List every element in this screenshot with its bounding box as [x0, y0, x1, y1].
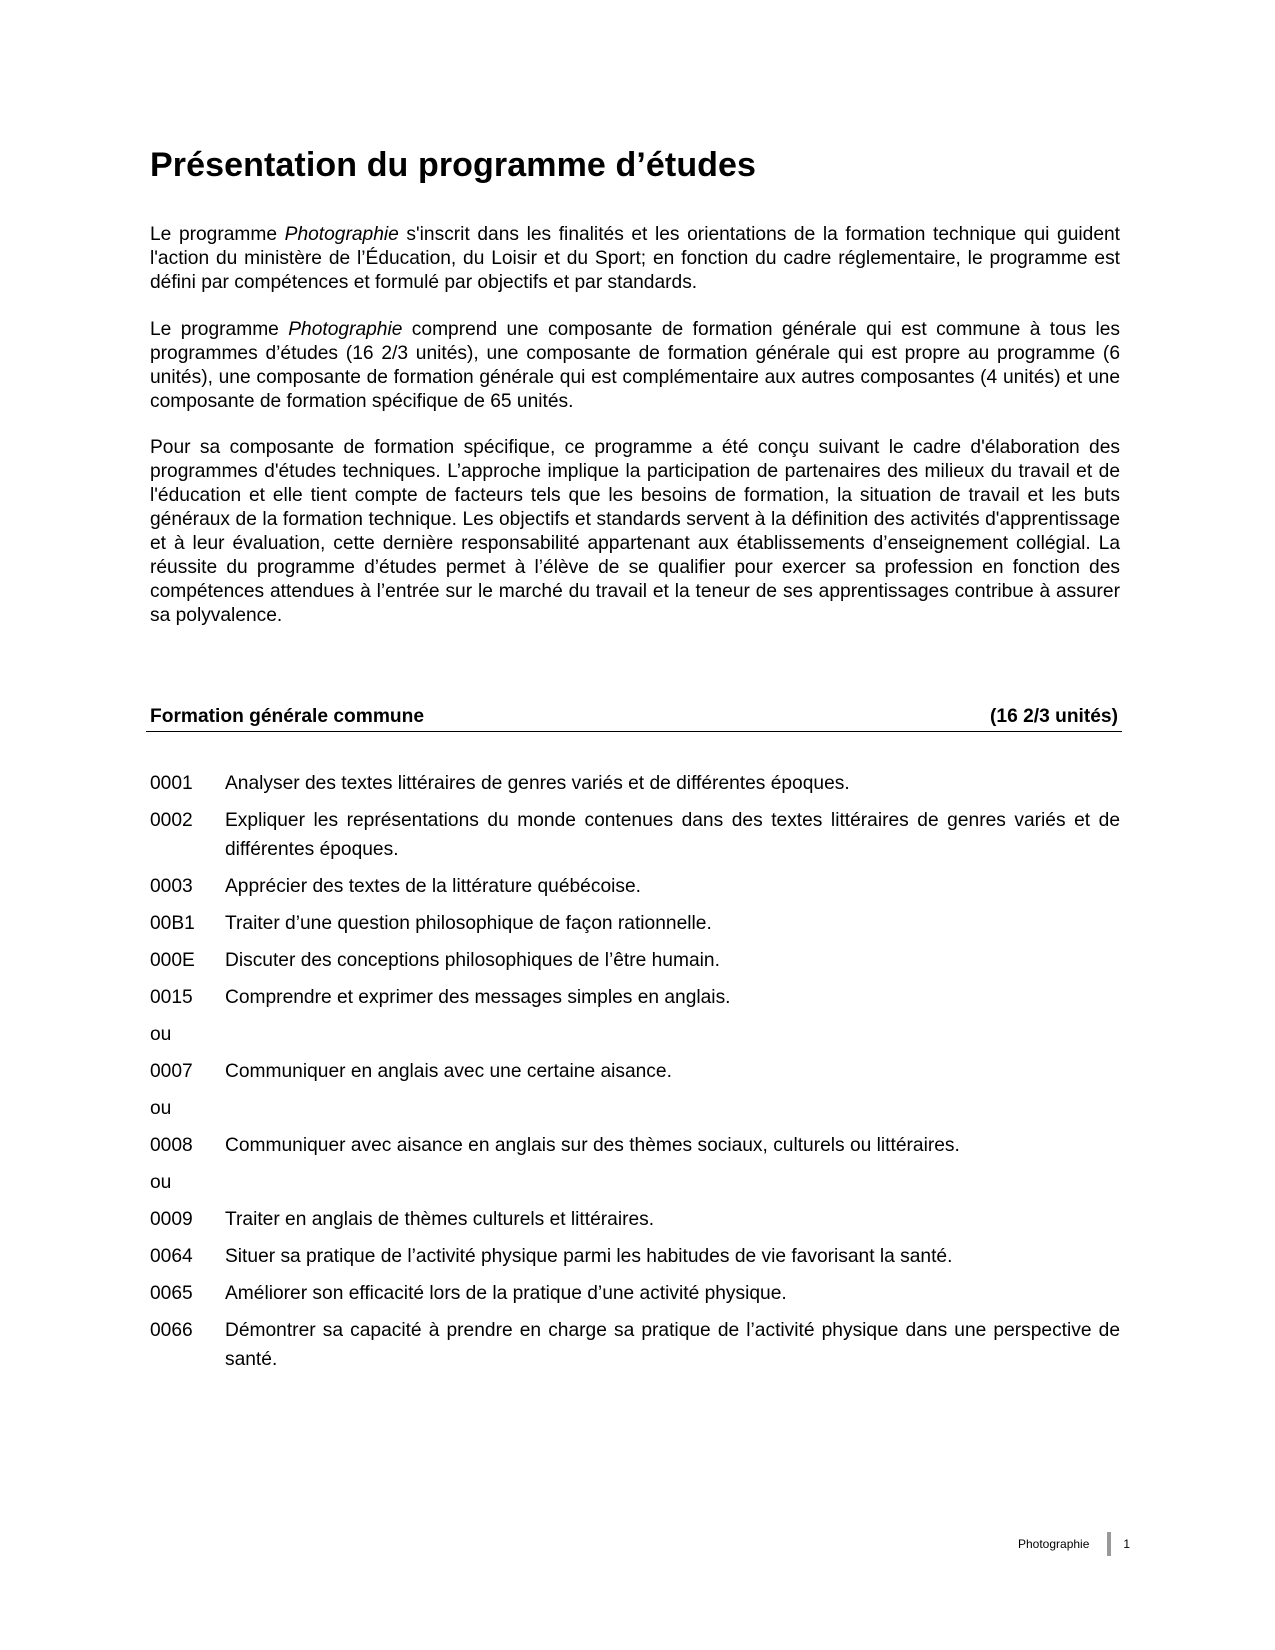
competency-statement: Expliquer les représentations du monde contenues dans des textes littéraires de genres variés et de différentes époques.: [225, 810, 1120, 860]
paragraph-text: Pour sa composante de formation spécifique, ce programme a été conçu suivant le cadre d'élaboration des programmes d'études techniques. L’approche implique la participation de partenaires des milieux du travail et de l'éducation et elle tient compte de facteurs tels que les besoins de formation, la situation de travail et les buts généraux de la formation technique. Les objectifs et standards servent à la définition des activités d'apprentissage et à leur évaluation, cette dernière responsabilité appartenant aux établissements d’enseignement collégial. La réussite du programme d’études permet à l’élève de se qualifier pour exercer sa profession en fonction des compétences attendues à l’entrée sur le marché du travail et la teneur de ses apprentissages contribue à assurer sa polyvalence.: [150, 437, 1120, 626]
section-units: (16 2/3 unités): [990, 706, 1118, 727]
competency-row: [150, 983, 1120, 1012]
intro-paragraph-3: [150, 436, 1120, 628]
paragraph-text: Le programme: [150, 224, 285, 245]
competency-row: [150, 1279, 1120, 1308]
page-title: Présentation du programme d’études: [150, 146, 757, 184]
competency-statement: [225, 1094, 1120, 1123]
competency-statement: Démontrer sa capacité à prendre en charge sa pratique de l’activité physique dans une perspective de santé.: [225, 1320, 1120, 1370]
competency-code: 0001: [150, 773, 193, 794]
competency-statement: Traiter en anglais de thèmes culturels et littéraires.: [225, 1209, 655, 1230]
competency-code: 0015: [150, 987, 193, 1008]
competency-row: [150, 806, 1120, 864]
or-label: ou: [150, 1098, 172, 1119]
competency-statement: Discuter des conceptions philosophiques de l’être humain.: [225, 950, 720, 971]
alternative-separator: [150, 1020, 1120, 1049]
competency-statement: Traiter d’une question philosophique de façon rationnelle.: [225, 913, 712, 934]
competency-code: 0007: [150, 1061, 193, 1082]
competency-row: [150, 946, 1120, 975]
program-name: Photographie: [288, 319, 403, 340]
competency-statement: Apprécier des textes de la littérature québécoise.: [225, 876, 641, 897]
competency-statement: Communiquer en anglais avec une certaine aisance.: [225, 1061, 672, 1082]
footer-program-name: Photographie: [1018, 1537, 1090, 1551]
competency-code: 00B1: [150, 913, 195, 934]
or-label: ou: [150, 1172, 172, 1193]
section-heading: Formation générale commune: [150, 706, 425, 727]
competency-row: [150, 1316, 1120, 1374]
alternative-separator: [150, 1168, 1120, 1197]
competency-statement: Analyser des textes littéraires de genres variés et de différentes époques.: [225, 773, 850, 794]
page-footer: [1018, 1532, 1130, 1556]
competency-code: 0002: [150, 810, 193, 831]
competency-statement: Améliorer son efficacité lors de la pratique d’une activité physique.: [225, 1283, 787, 1304]
paragraph-text: s'inscrit dans les finalités et les orientations de la formation technique qui guident l'action du ministère de l’Éducation, du Loisir et du Sport; en fonction du cadre réglementaire, le programme est défini par compétences et formulé par objectifs et par standards.: [150, 224, 1120, 293]
competency-row: [150, 769, 1120, 798]
competency-row: [150, 1242, 1120, 1271]
page-number: 1: [1123, 1537, 1131, 1551]
competency-code: 000E: [150, 950, 195, 971]
intro-paragraph-1: [150, 223, 1120, 295]
competency-code: 0066: [150, 1320, 193, 1341]
competency-statement: Situer sa pratique de l’activité physique parmi les habitudes de vie favorisant la santé.: [225, 1246, 953, 1267]
section-header: [146, 706, 1122, 732]
program-name: Photographie: [284, 224, 399, 245]
competency-row: [150, 1205, 1120, 1234]
alternative-separator: [150, 1094, 1120, 1123]
competency-row: [150, 1057, 1120, 1086]
competency-row: [150, 1131, 1120, 1160]
competency-code: 0009: [150, 1209, 193, 1230]
competency-code: 0064: [150, 1246, 193, 1267]
competency-row: [150, 909, 1120, 938]
competency-statement: Communiquer avec aisance en anglais sur des thèmes sociaux, culturels ou littéraires.: [225, 1135, 960, 1156]
competency-code: 0065: [150, 1283, 193, 1304]
competency-code: 0008: [150, 1135, 193, 1156]
paragraph-text: Le programme: [150, 319, 289, 340]
competency-statement: [225, 1020, 1120, 1049]
competency-row: [150, 872, 1120, 901]
footer-divider: [1107, 1532, 1111, 1556]
competency-list: [150, 769, 1120, 1382]
or-label: ou: [150, 1024, 172, 1045]
competency-code: 0003: [150, 876, 193, 897]
competency-statement: [225, 1168, 1120, 1197]
paragraph-text: comprend une composante de formation générale qui est commune à tous les programmes d’études (16 2/3 unités), une composante de formation générale qui est propre au programme (6 unités), une composante de formation générale qui est complémentaire aux autres composantes (4 unités) et une composante de formation spécifique de 65 unités.: [150, 319, 1120, 412]
competency-statement: Comprendre et exprimer des messages simples en anglais.: [225, 987, 731, 1008]
intro-paragraph-2: [150, 318, 1120, 414]
